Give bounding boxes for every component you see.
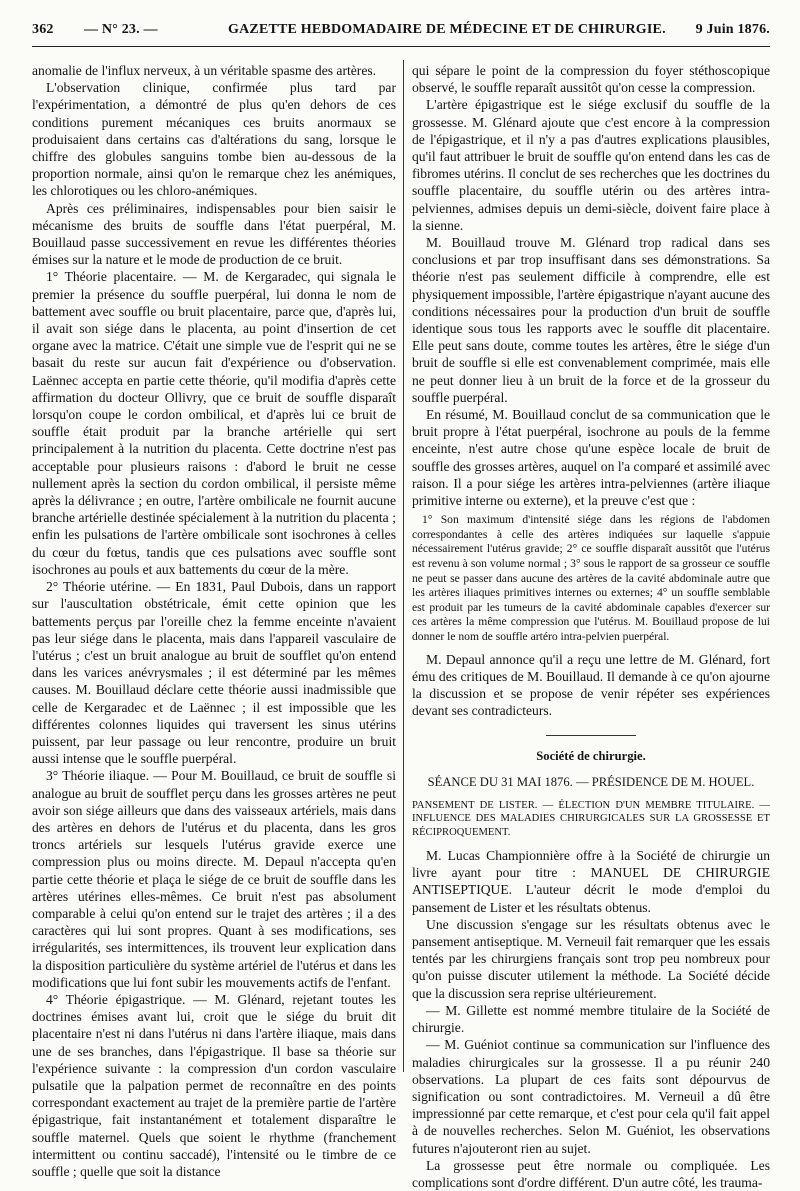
header-rule — [32, 46, 770, 47]
paragraph: L'artère épigastrique est le siége exclusif du souffle de la grossesse. M. Glénard ajoute que c'est encore à la compression de l'épigastrique, et il n'y a pas d'autres explications plausibles, qu'il faut attribuer le bruit de souffle qu'on entend dans les cas de fibromes utérins. Il conclut de ses recherches que les doctrines du souffle placentaire, du souffle utérin ou des artères intra-pelviennes, admises depuis un demi-siècle, doivent faire place à la sienne. — [412, 97, 770, 233]
paragraph-theorie-iliaque: 3° Théorie iliaque. — Pour M. Bouillaud, ce bruit de souffle si analogue au bruit de soufflet perçu dans les grosses artères ne peut avoir son siége ailleurs que dans des vaisseaux artériels, mais dans des artères en dehors de l'utérus et du placenta, dans les gros troncs artériels sur lesquels l'utérus gravide exerce une compression plus ou moins directe. M. Depaul n'accepta qu'en partie cette théorie et plaça le siége de ce bruit de souffle dans les artères utérines elles-mêmes. Ce bruit n'est pas absolument comparable à celui qu'on entend sur le trajet des artères ; il a des caractères qui lui sont propres. Quant à ses modifications, ses irrégularités, ses intermittences, ils trouvent leur explication dans la disposition particulière du système artériel de l'utérus et dans les modifications que lui font subir les mouvements actifs de l'enfant. — [32, 768, 396, 990]
paragraph-theorie-placentaire: 1° Théorie placentaire. — M. de Kergaradec, qui signala le premier la présence du souffle puerpéral, lui donna le nom de battement avec souffle ou bruit placentaire, parce que, d'après lui, il avait son siége dans le placenta, au point d'insertion de cet organe avec la matrice. C'était une simple vue de l'esprit qui ne se basait du reste sur aucun fait d'expérience ou d'observation. Laënnec accepta en partie cette théorie, qu'il modifia d'après cette affirmation du docteur Ollivry, que ce bruit de souffle disparaît lorsqu'on coupe le cordon ombilical, et d'après lui ce bruit de souffle était produit par la branche artérielle qui sert principalement à la nutrition du placenta. Cette doctrine n'est pas acceptable pour plusieurs raisons : d'abord le bruit ne cesse nullement après la section du cordon ombilical, il persiste même après la délivrance ; en outre, l'artère ombilicale ne fournit aucune branche artérielle destinée spécialement à la nutrition du placenta ; enfin les pulsations de l'artère ombilicale sont isochrones à celles du cœur du fœtus, tandis que ces pulsations avec souffle sont isochrones au pouls et aux battements du cœur de la mère. — [32, 269, 396, 577]
paragraph-theorie-uterine: 2° Théorie utérine. — En 1831, Paul Dubois, dans un rapport sur l'auscultation obstétricale, émit cette opinion que les battements perçus par l'oreille chez la femme enceinte n'avaient pas leur siége dans le placenta, mais dans l'appareil vasculaire de l'utérus ; c'est un bruit analogue au bruit de soufflet qu'on entend dans les varices anévrysmales ; il est déterminé par les mêmes causes. M. Bouillaud déclare cette théorie aussi inadmissible que celle de Kergaradec et de Laënnec ; il est impossible que les différentes colonnes liquides qui traversent les sinus utérins puissent, par leur passage ou leur rencontre, produire un bruit aussi intense que le souffle puerpéral. — [32, 579, 396, 767]
column-divider — [403, 60, 404, 1072]
session-summary: PANSEMENT DE LISTER. — ÉLECTION D'UN MEMBRE TITULAIRE. — INFLUENCE DES MALADIES CHIRURGICALES SUR LA GROSSESSE ET RÉCIPROQUEMENT. — [412, 799, 770, 838]
paragraph-theorie-epigastrique: 4° Théorie épigastrique. — M. Glénard, rejetant toutes les doctrines émises avant lui, croit que le siége du bruit dit placentaire n'est ni dans l'utérus ni dans l'artère iliaque, mais dans une de ses branches, dans l'épigastrique. Il base sa théorie sur l'expérience suivante : la compression d'un cordon vasculaire pulsatile que la palpation permet de reconnaître en des points correspondant exactement au trajet de la première partie de l'artère épigastrique, fait instantanément et totalement disparaître le souffle maternel. Quels que soient le rhythme (franchement intermittent ou continu saccadé), l'intensité ou le timbre de ce souffle ; quelle que soit la distance — [32, 991, 396, 1179]
page-header — [32, 22, 770, 42]
section-title: Société de chirurgie. — [536, 749, 646, 764]
paragraph: M. Bouillaud trouve M. Glénard trop radical dans ses conclusions et par trop insuffisant dans ses démonstrations. Sa théorie n'est pas seulement difficile à comprendre, elle est physiquement impossible, l'artère épigastrique n'ayant aucune des conditions nécessaires pour la production d'un bruit de souffle identique sous tous les rapports avec le souffle dit placentaire. Elle peut sans doute, comme toutes les artères, être le siége d'un bruit de souffle si elle est convenablement comprimée, mais elle ne peut donner lieu à un bruit de la force et de la grosseur du souffle puerpéral. — [412, 235, 770, 405]
conclusions-list: 1° Son maximum d'intensité siége dans les régions de l'abdomen correspondantes à celle des artères indiquées sur laquelle s'appuie nécessairement l'utérus gravide; 2° ce souffle disparaît aussitôt que l'utérus est revenu à son volume normal ; 3° sous le rapport de sa grosseur ce souffle ne peut se passer dans aucune des artères de la cavité abdominale autre que les artères iliaques primitives internes ou externes; 4° un souffle semblable est produit par les tumeurs de la cavité abdominale capables d'exercer sur ces artères la même compression que l'utérus. M. Bouillaud propose de lui donner le nom de souffle artéro intra-pelvien puerpéral. — [412, 513, 770, 644]
left-column — [32, 62, 396, 1179]
journal-title: GAZETTE HEBDOMADAIRE DE MÉDECINE ET DE CHIRURGIE. — [228, 22, 666, 37]
paragraph: M. Lucas Championnière offre à la Société de chirurgie un livre ayant pour titre : MANUEL DE CHIRURGIE ANTISEPTIQUE. L'auteur décrit le mode d'emploi du pansement de Lister et les résultats obtenus. — [412, 848, 770, 915]
paragraph: qui sépare le point de la compression du foyer stéthoscopique observé, le souffle reparaît aussitôt qu'on cesse la compression. — [412, 63, 770, 96]
issue-number: — N° 23. — — [84, 22, 158, 37]
paragraph: — M. Guéniot continue sa communication sur l'influence des maladies chirurgicales sur la grossesse. Il a pu réunir 240 observations. La plupart de ces faits sont dépourvus de signification ou sont contradictoires. M. Verneuil a dû être impressionné par cette remarque, et c'est pour cela qu'il fait appel à de nouvelles recherches. Selon M. Guéniot, les observations futures n'ajouteront rien au sujet. — [412, 1037, 770, 1156]
paragraph: anomalie de l'influx nerveux, à un véritable spasme des artères. — [32, 63, 377, 78]
paragraph: Après ces préliminaires, indispensables pour bien saisir le mécanisme des bruits de souffle dans l'état puerpéral, M. Bouillaud passe successivement en revue les différentes théories émises sur la nature et le mode de production de ce bruit. — [32, 200, 396, 268]
right-column — [412, 62, 770, 1190]
session-heading: SÉANCE DU 31 MAI 1876. — PRÉSIDENCE DE M. HOUEL. — [427, 774, 755, 789]
paragraph: Une discussion s'engage sur les résultats obtenus avec le pansement antiseptique. M. Verneuil fait remarquer que les essais tentés par les chirurgiens français sont trop peu nombreux pour qu'on puisse discuter utilement la méthode. La Société décide que la discussion sera reprise ultérieurement. — [412, 916, 770, 1001]
paragraph: En résumé, M. Bouillaud conclut de sa communication que le bruit propre à l'état puerpéral, isochrone au pouls de la femme enceinte, n'est autre chose qu'une espèce locale de bruit de souffle des grosses artères, auquel on l'a comparé et assimilé avec raison. Il a pour siége les artères intra-pelviennes (artère iliaque primitive interne ou externe), et la preuve c'est que : — [412, 407, 770, 509]
paragraph: M. Depaul annonce qu'il a reçu une lettre de M. Glénard, fort ému des critiques de M. Bouillaud. Il demande à ce qu'on ajourne la discussion et se propose de venir répéter ses expériences devant ses contradicteurs. — [412, 651, 770, 719]
section-rule — [546, 735, 636, 736]
paragraph: La grossesse peut être normale ou compliquée. Les complications sont d'ordre différent. D'un autre côté, les trauma- — [412, 1157, 770, 1190]
issue-date: 9 Juin 1876. — [695, 22, 770, 37]
paragraph: L'observation clinique, confirmée plus tard par l'expérimentation, a démontré de plus qu'en dehors de ces conditions purement mécaniques ces bruits anormaux se produisaient dans certains cas d'altérations du sang, lorsque le chiffre des globules sanguins tombe bien au-dessous de la proportion normale, ainsi qu'on le remarque chez les anémiques, les chlorotiques ou les chloro-anémiques. — [32, 80, 396, 199]
page-number: 362 — [32, 22, 54, 37]
paragraph: — M. Gillette est nommé membre titulaire de la Société de chirurgie. — [412, 1002, 770, 1036]
